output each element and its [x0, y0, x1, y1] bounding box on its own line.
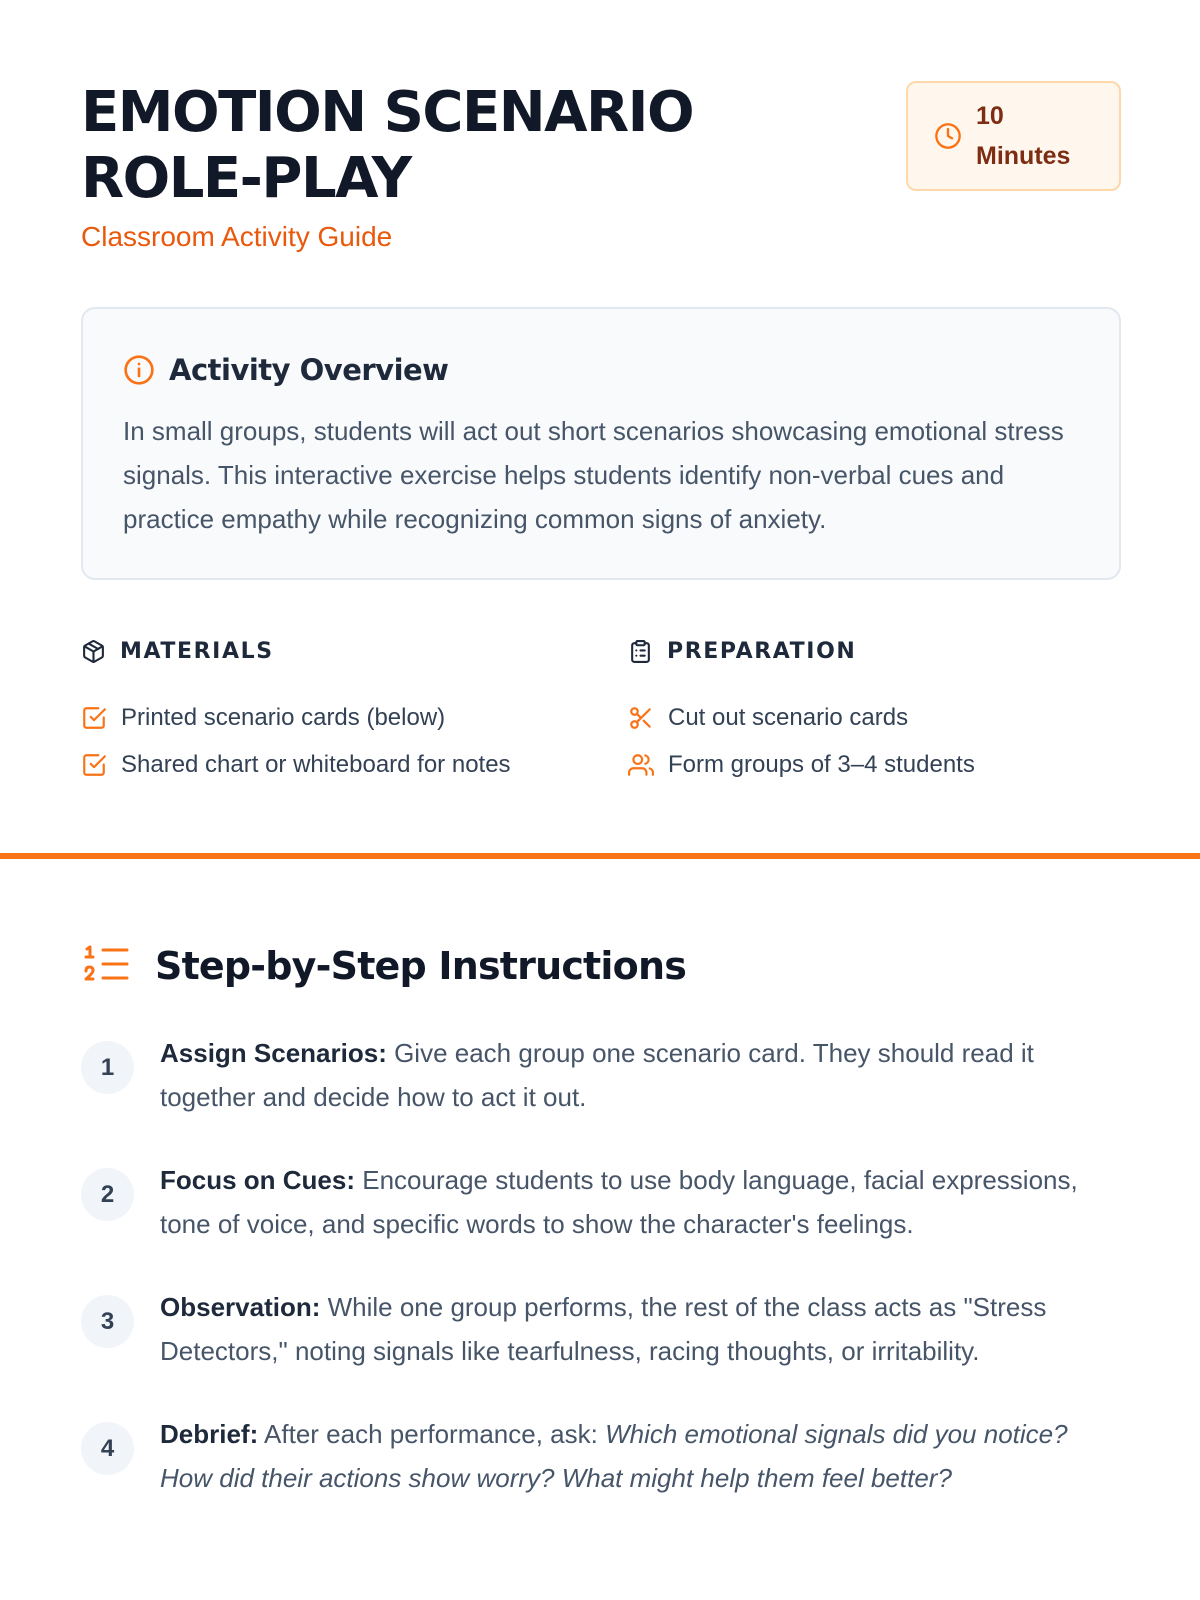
step-text	[160, 1159, 1110, 1246]
check-square-icon	[81, 705, 107, 731]
list-item	[628, 741, 1128, 788]
debrief-questions: Which emotional signals did you notice? How did their actions show worry? What might help them feel better?	[160, 1419, 1068, 1493]
duration-badge	[906, 81, 1121, 191]
step-number-badge: 2	[81, 1168, 134, 1221]
steps-list	[81, 1032, 1121, 1540]
step-description: While one group performs, the rest of the class acts as "Stress Detectors," noting signals like tearfulness, racing thoughts, or irritability.	[160, 1292, 1047, 1366]
box-icon	[81, 639, 106, 664]
page-subtitle: Classroom Activity Guide	[81, 221, 393, 252]
page-title: EMOTION SCENARIO ROLE-PLAY	[81, 80, 694, 211]
step-item	[81, 1159, 1121, 1246]
step-item	[81, 1032, 1121, 1119]
step-description: Give each group one scenario card. They should read it together and decide how to act it out.	[160, 1038, 1034, 1112]
duration-text: 10 Minutes	[976, 102, 1071, 170]
material-item-text: Printed scenario cards (below)	[121, 703, 446, 731]
step-description: Encourage students to use body language, facial expressions, tone of voice, and specific words to show the character's feelings.	[160, 1165, 1078, 1239]
step-text	[160, 1032, 1110, 1119]
scissors-icon	[628, 705, 654, 731]
numbered-list-icon	[83, 944, 131, 988]
step-number-badge: 4	[81, 1422, 134, 1475]
material-item-text: Shared chart or whiteboard for notes	[121, 750, 511, 778]
list-item	[628, 694, 1128, 741]
step-label: Observation:	[160, 1292, 321, 1322]
overview-title: Activity Overview	[169, 353, 449, 387]
check-square-icon	[81, 752, 107, 778]
step-number-badge: 1	[81, 1041, 134, 1094]
preparation-item-text: Cut out scenario cards	[668, 703, 909, 731]
overview-text: In small groups, students will act out short scenarios showcasing emotional stress signals. This interactive exercise helps students identify non-verbal cues and practice empathy while recognizing common signs of anxiety.	[123, 416, 1064, 534]
step-item	[81, 1413, 1121, 1500]
info-icon	[123, 354, 155, 386]
overview-header	[123, 353, 1079, 387]
materials-preparation-section	[81, 636, 1121, 786]
users-icon	[628, 752, 654, 778]
step-label: Debrief:	[160, 1419, 259, 1449]
step-item	[81, 1286, 1121, 1373]
preparation-header	[628, 636, 1128, 666]
preparation-title: PREPARATION	[667, 638, 857, 664]
clipboard-icon	[628, 639, 653, 664]
preparation-list	[628, 694, 1128, 788]
clock-icon	[934, 122, 962, 150]
step-label: Assign Scenarios:	[160, 1038, 387, 1068]
step-description: After each performance, ask:	[258, 1419, 606, 1449]
materials-header	[81, 636, 581, 666]
list-item	[81, 741, 581, 788]
preparation-item-text: Form groups of 3–4 students	[668, 750, 975, 778]
materials-column	[81, 636, 581, 788]
step-text	[160, 1286, 1110, 1373]
materials-list	[81, 694, 581, 788]
steps-title: Step-by-Step Instructions	[155, 944, 687, 988]
list-item	[81, 694, 581, 741]
step-number-badge: 3	[81, 1295, 134, 1348]
materials-title: MATERIALS	[120, 638, 274, 664]
page-header	[81, 80, 1121, 270]
step-label: Focus on Cues:	[160, 1165, 356, 1195]
section-divider	[0, 853, 1200, 859]
preparation-column	[628, 636, 1128, 788]
step-text	[160, 1413, 1110, 1500]
activity-overview-card	[81, 307, 1121, 580]
steps-header	[83, 940, 686, 992]
